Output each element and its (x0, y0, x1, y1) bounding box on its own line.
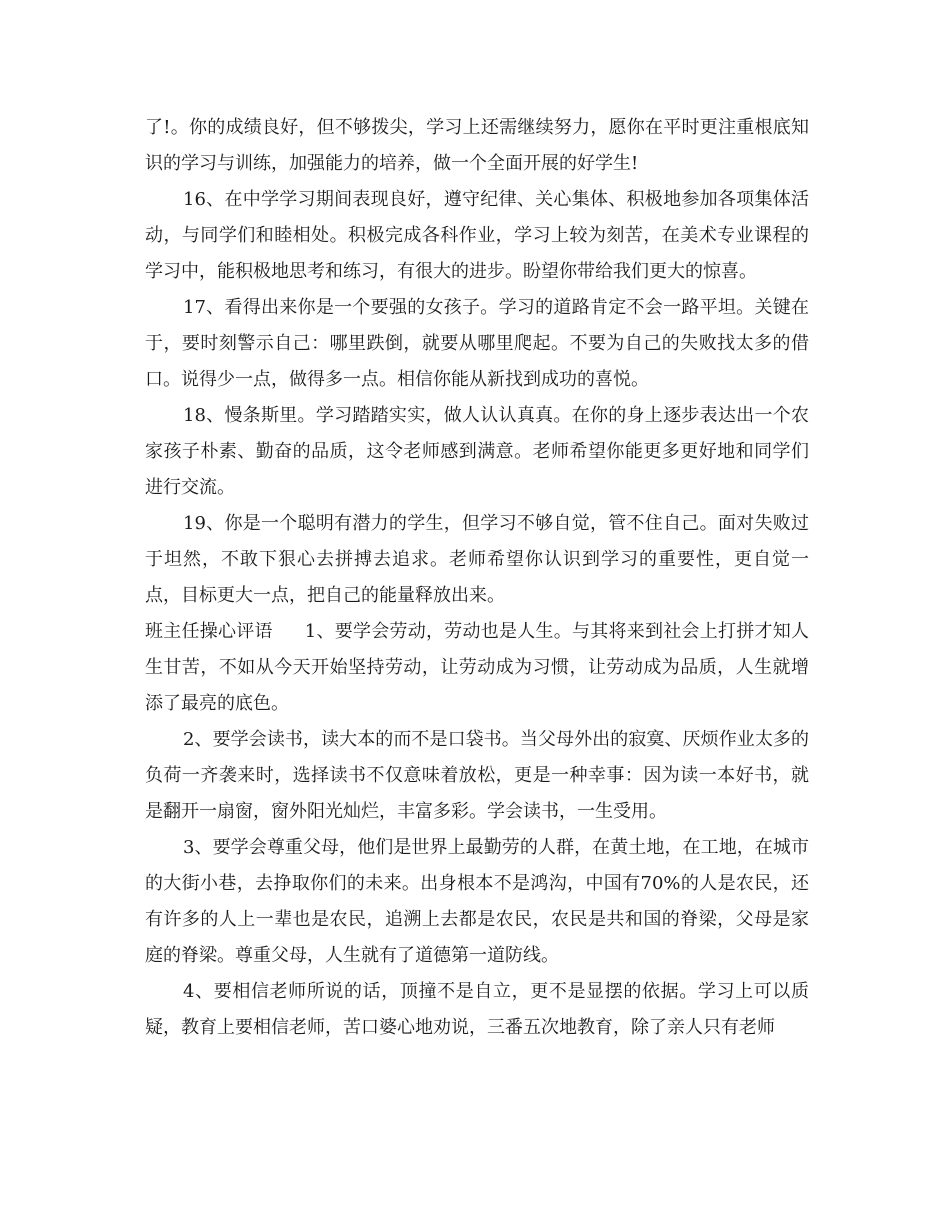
section-heading: 班主任操心评语 (145, 621, 273, 642)
section-paragraph-item-4: 4、要相信老师所说的话，顶撞不是自立，更不是显摆的依据。学习上可以质疑，教育上要相信老师，苦口婆心地劝说，三番五次地教育，除了亲人只有老师 (145, 981, 809, 1038)
section-paragraph-item-3: 3、要学会尊重父母，他们是世界上最勤劳的人群，在黄土地，在工地，在城市的大街小巷，去挣取你们的未来。出身根本不是鸿沟，中国有70%的人是农民，还有许多的人上一辈也是农民，追溯上去都是农民，农民是共和国的脊梁，父母是家庭的脊梁。尊重父母，人生就有了道德第一道防线。 (145, 837, 809, 966)
section-item-1-text: 1、要学会劳动，劳动也是人生。与其将来到社会上打拼才知人生甘苦，不如从今天开始坚持劳动，让劳动成为习惯，让劳动成为品质，人生就增添了最亮的底色。 (145, 621, 810, 714)
paragraph-continuation: 了!。你的成绩良好，但不够拨尖，学习上还需继续努力，愿你在平时更注重根底知识的学习与训练，加强能力的培养，做一个全面开展的好学生! (145, 117, 809, 174)
section-paragraph-item-2: 2、要学会读书，读大本的而不是口袋书。当父母外出的寂寞、厌烦作业太多的负荷一齐袭来时，选择读书不仅意味着放松，更是一种幸事：因为读一本好书，就是翻开一扇窗，窗外阳光灿烂，丰富多彩。学会读书，一生受用。 (145, 729, 809, 822)
paragraph-item-18: 18、慢条斯里。学习踏踏实实，做人认认真真。在你的身上逐步表达出一个农家孩子朴素、勤奋的品质，这令老师感到满意。老师希望你能更多更好地和同学们进行交流。 (145, 405, 809, 498)
paragraph-item-19: 19、你是一个聪明有潜力的学生，但学习不够自觉，管不住自己。面对失败过于坦然，不敢下狠心去拼搏去追求。老师希望你认识到学习的重要性，更自觉一点，目标更大一点，把自己的能量释放出来。 (145, 513, 809, 606)
paragraph-item-17: 17、看得出来你是一个要强的女孩子。学习的道路肯定不会一路平坦。关键在于，要时刻警示自己：哪里跌倒，就要从哪里爬起。不要为自己的失败找太多的借口。说得少一点，做得多一点。相信你能从新找到成功的喜悦。 (145, 297, 809, 390)
section-paragraph-item-1 (145, 614, 809, 722)
paragraph-item-16: 16、在中学学习期间表现良好，遵守纪律、关心集体、积极地参加各项集体活动，与同学们和睦相处。积极完成各科作业，学习上较为刻苦，在美术专业课程的学习中，能积极地思考和练习，有很大的进步。盼望你带给我们更大的惊喜。 (145, 189, 809, 282)
document-body (145, 110, 809, 1046)
